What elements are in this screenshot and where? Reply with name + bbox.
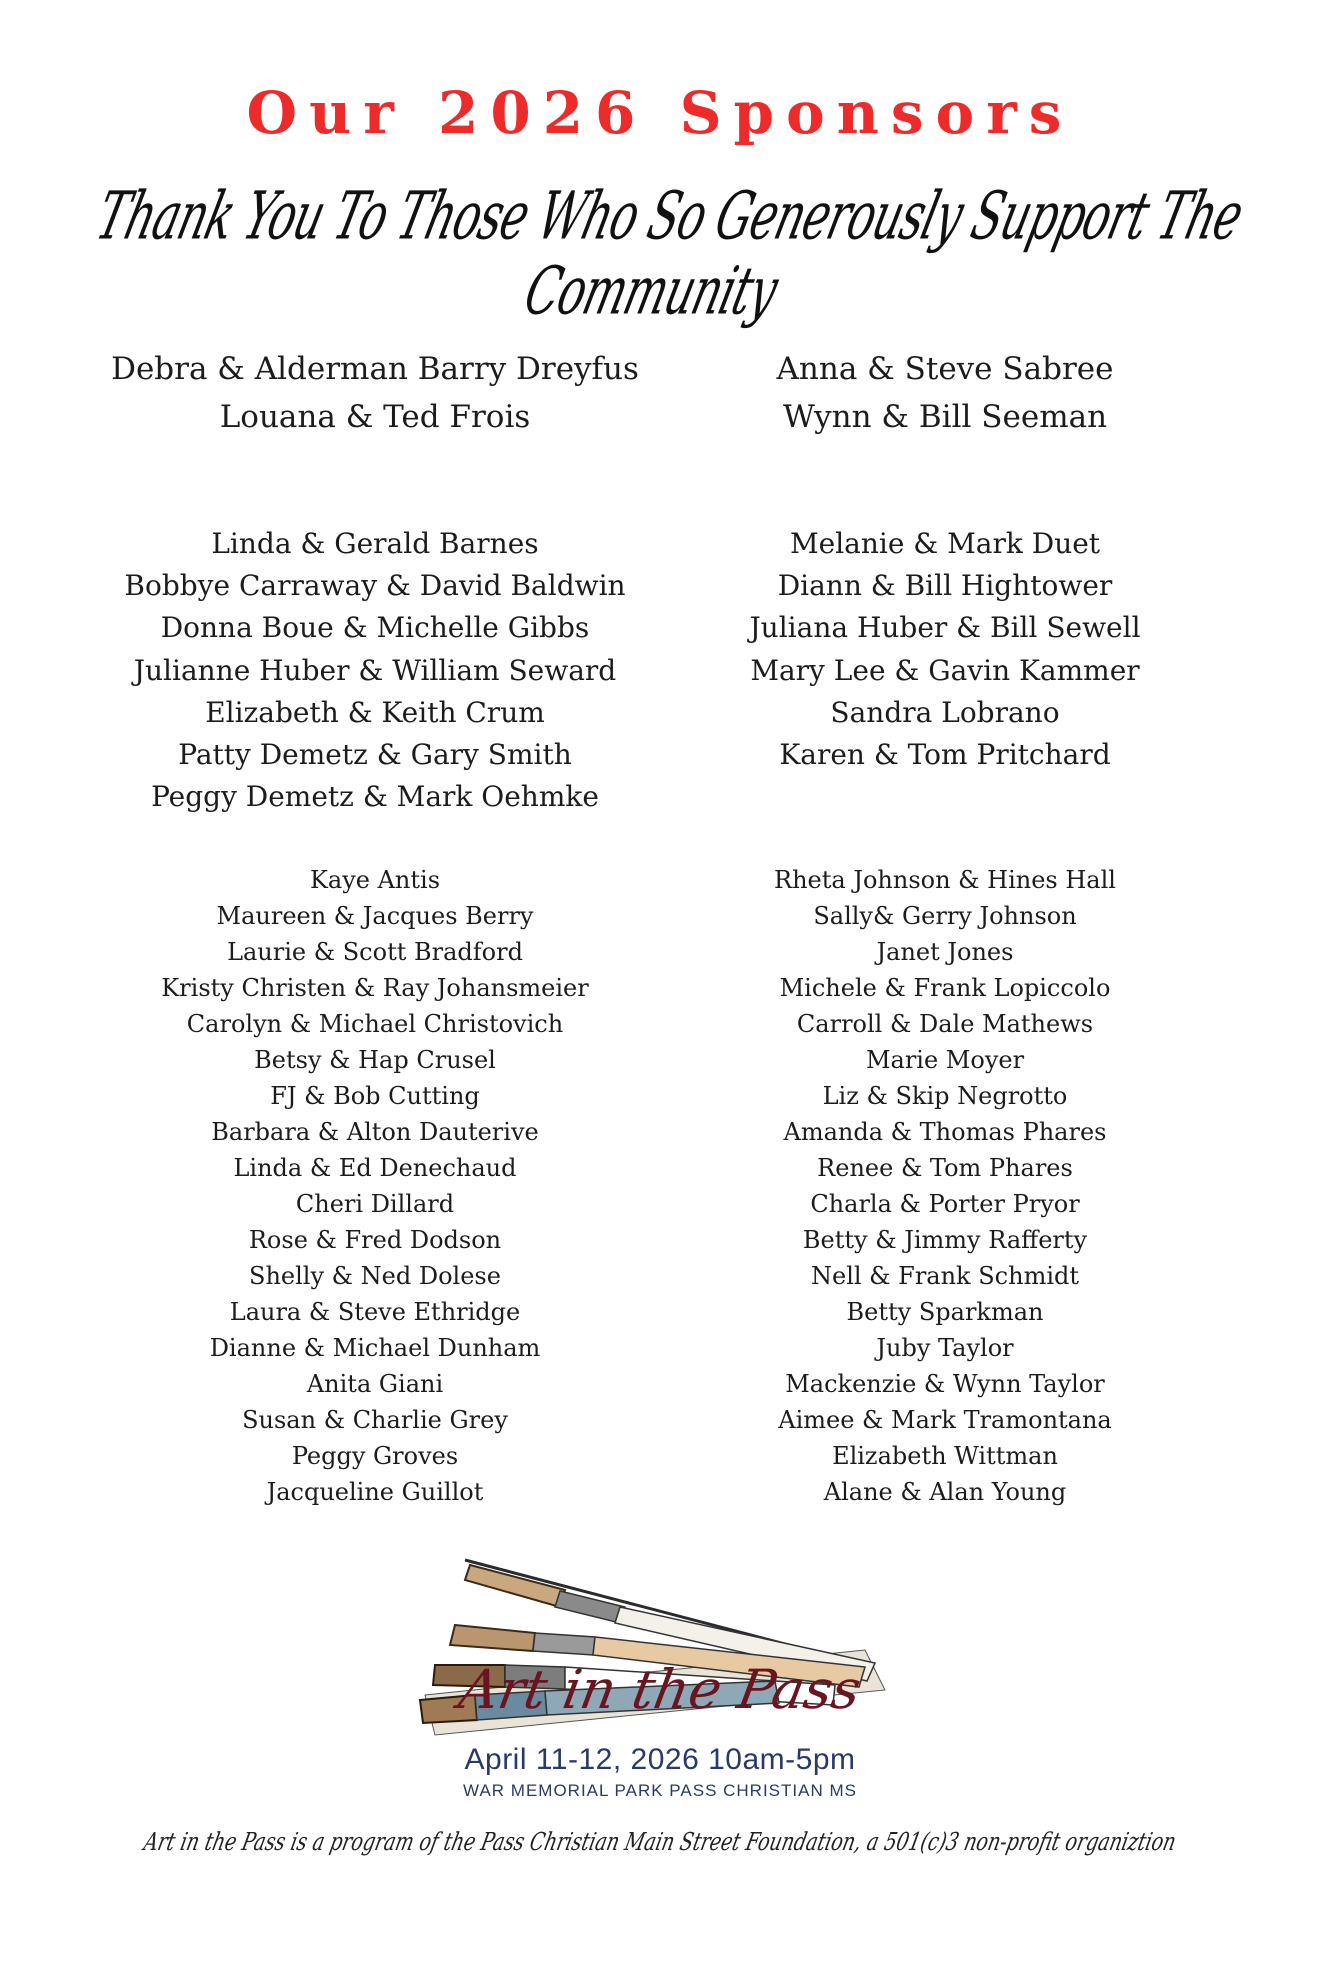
sponsor-name: Melanie & Mark Duet [789, 527, 1101, 560]
page-subtitle: Thank You To Those Who So Generously Support The Community [89, 178, 1250, 330]
tier3-right-list [645, 862, 1245, 1510]
sponsor-name: Maureen & Jacques Berry [216, 902, 534, 930]
sponsor-name: Barbara & Alton Dauterive [211, 1118, 539, 1146]
sponsor-name: Carolyn & Michael Christovich [186, 1010, 564, 1038]
sponsor-name: FJ & Bob Cutting [270, 1082, 480, 1110]
sponsor-name: Renee & Tom Phares [817, 1154, 1073, 1182]
sponsor-name: Elizabeth Wittman [832, 1442, 1058, 1470]
sponsor-name: Laura & Steve Ethridge [229, 1298, 521, 1326]
sponsor-name: Sandra Lobrano [830, 695, 1060, 729]
sponsor-name: Julianne Huber & William Seward [133, 653, 617, 687]
sponsor-name: Linda & Gerald Barnes [211, 527, 539, 560]
sponsor-name: Kaye Antis [309, 866, 441, 894]
event-date: April 11-12, 2026 10am-5pm [464, 1743, 856, 1776]
tier1-left-list [75, 345, 675, 441]
sponsor-name: Betty & Jimmy Rafferty [802, 1226, 1088, 1254]
sponsor-name: Susan & Charlie Grey [242, 1406, 508, 1434]
sponsor-name: Jacqueline Guillot [266, 1478, 484, 1506]
sponsor-name: Juliana Huber & Bill Sewell [749, 611, 1141, 645]
sponsor-name: Alane & Alan Young [823, 1478, 1067, 1506]
sponsor-name: Peggy Groves [291, 1442, 459, 1470]
sponsor-name: Michele & Frank Lopiccolo [779, 974, 1111, 1002]
sponsor-name: Rheta Johnson & Hines Hall [774, 866, 1116, 894]
sponsor-name: Bobbye Carraway & David Baldwin [124, 569, 626, 603]
sponsor-name: Betty Sparkman [846, 1298, 1044, 1326]
sponsor-name: Wynn & Bill Seeman [782, 399, 1108, 435]
sponsor-name: Laurie & Scott Bradford [227, 938, 523, 966]
tier3-left-list [75, 862, 675, 1510]
sponsor-name: Louana & Ted Frois [219, 399, 531, 435]
tier2-left-list [75, 523, 675, 818]
sponsor-name: Janet Jones [876, 938, 1014, 966]
sponsor-name: Juby Taylor [876, 1334, 1014, 1362]
sponsor-name: Marie Moyer [865, 1046, 1025, 1074]
sponsor-name: Kristy Christen & Ray Johansmeier [161, 974, 589, 1002]
sponsor-name: Amanda & Thomas Phares [783, 1118, 1107, 1146]
sponsor-name: Carroll & Dale Mathews [796, 1010, 1094, 1038]
sponsor-name: Shelly & Ned Dolese [249, 1262, 501, 1290]
sponsor-name: Mackenzie & Wynn Taylor [785, 1370, 1105, 1398]
sponsor-name: Liz & Skip Negrotto [822, 1082, 1068, 1110]
sponsor-name: Peggy Demetz & Mark Oehmke [151, 780, 599, 814]
sponsor-name: Anita Giani [306, 1370, 444, 1398]
sponsor-name: Betsy & Hap Crusel [254, 1046, 496, 1074]
sponsor-name: Sally& Gerry Johnson [813, 902, 1077, 930]
tier1-right-list [645, 345, 1245, 441]
sponsor-name: Charla & Porter Pryor [810, 1190, 1080, 1218]
tier2-right-list [645, 523, 1245, 776]
sponsor-name: Linda & Ed Denechaud [233, 1154, 517, 1182]
sponsor-name: Dianne & Michael Dunham [209, 1334, 541, 1362]
sponsor-name: Anna & Steve Sabree [776, 351, 1114, 387]
sponsor-name: Diann & Bill Hightower [777, 569, 1113, 603]
sponsor-name: Debra & Alderman Barry Dreyfus [111, 351, 639, 387]
sponsor-name: Patty Demetz & Gary Smith [178, 738, 572, 772]
sponsor-name: Cheri Dillard [295, 1190, 455, 1218]
event-place: WAR MEMORIAL PARK PASS CHRISTIAN MS [463, 1781, 857, 1800]
sponsor-name: Nell & Frank Schmidt [810, 1262, 1080, 1290]
logo-text: Art in the Pass [454, 1658, 866, 1721]
page-title: Our 2026 Sponsors [246, 79, 1074, 147]
sponsor-name: Karen & Tom Pritchard [779, 738, 1111, 772]
sponsor-name: Aimee & Mark Tramontana [778, 1406, 1112, 1434]
sponsor-name: Elizabeth & Keith Crum [205, 695, 545, 729]
sponsor-name: Rose & Fred Dodson [248, 1226, 502, 1254]
sponsor-name: Mary Lee & Gavin Kammer [750, 653, 1140, 687]
sponsor-name: Donna Boue & Michelle Gibbs [160, 611, 590, 645]
footer-note: Art in the Pass is a program of the Pass Christian Main Street Foundation, a 501(c)3 non-profit organiztion [141, 1827, 1179, 1857]
